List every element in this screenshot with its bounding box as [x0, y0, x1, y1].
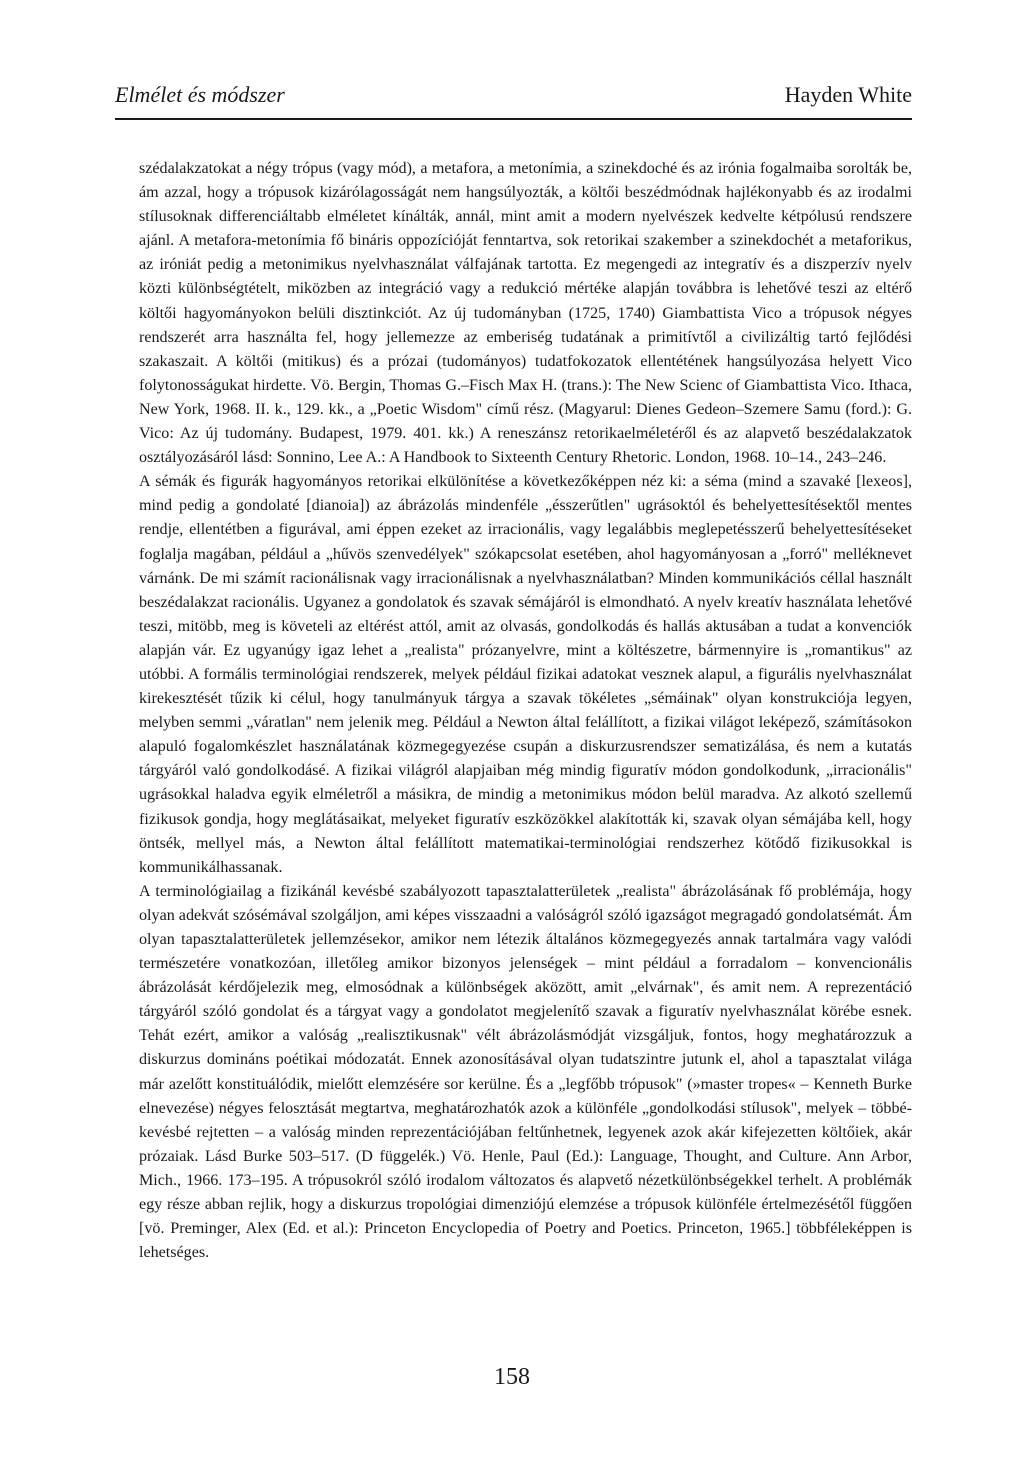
header-author: Hayden White — [784, 82, 912, 107]
paragraph: A terminológiailag a fizikánál kevésbé szabályozott tapasztalatterületek „realista" ábrázolásának fő problémája, hogy olyan adekvát szósémával szolgáljon, ami képes visszaadni a valóságról szóló igazságot megragadó gondolatsémát. Ám olyan tapasztalatterületek jellemzésekor, amikor nem létezik általános közmegegyezés annak tartalmára vagy valódi természetére vonatkozóan, illetőleg amikor bizonyos jelenségek – mint például a forradalom – konvencionális ábrázolását kérdőjelezik meg, elmosódnak a különbségek aközött, amit „elvárnak", és amit nem. A reprezentáció tárgyáról szóló gondolat és a tárgyat vagy a gondolatot megjelenítő szavak a figuratív nyelvhasználat körébe esnek. Tehát ezért, amikor a valóság „realisztikusnak" vélt ábrázolásmódját vizsgáljuk, fontos, hogy meghatározzuk a diskurzus domináns poétikai módozatát. Ennek azonosításával olyan tudatszintre jutunk el, ahol a tapasztalat világa már azelőtt konstituálódik, mielőtt elemzésére sor kerülne. És a „legfőbb trópusok" (»master tropes« – Kenneth Burke elnevezése) négyes felosztását megtartva, meghatározhatók azok a különféle „gondolkodási stílusok", melyek – többé-kevésbé rejtetten – a valóság minden reprezentációjában feltűnhetnek, legyenek azok akár kifejezetten költőiek, akár prózaiak. Lásd Burke 503–517. (D függelék.) Vö. Henle, Paul (Ed.): Language, Thought, and Culture. Ann Arbor, Mich., 1966. 173–195. A trópusokról szóló irodalom változatos és alapvető nézetkülönbségekkel terhelt. A problémák egy része abban rejlik, hogy a diskurzus tropológiai dimenziójú elemzése a trópusok különféle értelmezésétől függően [vö. Preminger, Alex (Ed. et al.): Princeton Encyclopedia of Poetry and Poetics. Princeton, 1965.] többféleképpen is lehetséges. — [139, 882, 912, 1262]
paragraph: szédalakzatokat a négy trópus (vagy mód), a metafora, a metonímia, a szinekdoché és az irónia fogalmaiba sorolták be, ám azzal, hogy a trópusok kizárólagosságát nem hangsúlyozták, a költői beszédmódnak hajlékonyabb és az irodalmi stílusoknak differenciáltabb elméletet kínálták, annál, mint amit a modern nyelvészek kedvelte kétpólusú rendszere ajánl. A metafora-metonímia fő bináris oppozícióját fenntartva, sok retorikai szakember a szinekdochét a metaforikus, az iróniát pedig a metonimikus nyelvhasználat válfajának tartotta. Ez megengedi az integratív és a diszperzív nyelv közti különbségtételt, miközben az integráció vagy a redukció mértéke alapján továbbra is lehetővé teszi az eltérő költői hagyományokon belüli disztinkciót. Az új tudományban (1725, 1740) Giambattista Vico a trópusok négyes rendszerét arra használta fel, hogy jellemezze az emberiség tudatának a primitívtől a civilizáltig tartó fejlődési szakaszait. A költői (mitikus) és a prózai (tudományos) tudatfokozatok ellentétének hangsúlyozása helyett Vico folytonosságukat hirdette. Vö. Bergin, Thomas G.–Fisch Max H. (trans.): The New Scienc of Giambattista Vico. Ithaca, New York, 1968. II. k., 129. kk., a „Poetic Wisdom" című rész. (Magyarul: Dienes Gedeon–Szemere Samu (ford.): G. Vico: Az új tudomány. Budapest, 1979. 401. kk.) A reneszánsz retorikaelméletéről és az alapvető beszédalakzatok osztályozásáról lásd: Sonnino, Lee A.: A Handbook to Sixteenth Century Rhetoric. London, 1968. 10–14., 243–246. — [139, 160, 912, 467]
page-number: 158 — [494, 1364, 530, 1390]
paragraph: A sémák és figurák hagyományos retorikai elkülönítése a következőképpen néz ki: a séma (mind a szavaké [lexeos], mind pedig a gondolaté [dianoia]) az ábrázolás mindenféle „ésszerűtlen" ugrásoktól és behelyettesítésektől mentes rendje, ellentétben a figurával, ami éppen ezeket az irracionális, vagy legalábbis meglepetésszerű behelyettesítéseket foglalja magában, például a „hűvös szenvedélyek" szókapcsolat esetében, ahol hagyományosan a „forró" melléknevet várnánk. De mi számít racionálisnak vagy irracionálisnak a nyelvhasználatban? Minden kommunikációs céllal használt beszédalakzat racionális. Ugyanez a gondolatok és szavak sémájáról is elmondható. A nyelv kreatív használata lehetővé teszi, mitöbb, meg is követeli az eltérést attól, amit az olvasás, gondolkodás és hallás aktusában a tudat a konvenciók alapján vár. Ez ugyanúgy igaz lehet a „realista" prózanyelvre, mint a költészetre, bármennyire is „romantikus" az utóbbi. A formális terminológiai rendszerek, melyek például fizikai adatokat vesznek alapul, a figurális nyelvhasználat kirekesztését tűzik ki célul, hogy tanulmányuk tárgya a szavak tökéletes „sémáinak" olyan konstrukciója legyen, melyben semmi „váratlan" nem jelenik meg. Például a Newton által felállított, a fizikai világot leképező, számításokon alapuló fogalomkészlet használatának közmegegyezése csupán a diskurzusrendszer sematizálása, és nem a kutatás tárgyáról való gondolkodásé. A fizikai világról alapjaiban még mindig figuratív módon gondolkodunk, „irracionális" ugrásokkal haladva egyik elméletről a másikra, de mindig a metonimikus módon belül maradva. Az alkotó szellemű fizikusok gondja, hogy meglátásaikat, melyeket figuratív eszközökkel alakították ki, szavak olyan sémájába kell, hogy öntsék, mellyel más, a Newton által felállított matematikai-terminológiai rendszerhez kötődő fizikusokkal is kommunikálhassanak. — [139, 473, 912, 876]
header-rule — [115, 118, 912, 120]
header-journal-title: Elmélet és módszer — [115, 82, 285, 107]
body-text — [139, 157, 912, 1265]
running-header — [115, 78, 912, 108]
